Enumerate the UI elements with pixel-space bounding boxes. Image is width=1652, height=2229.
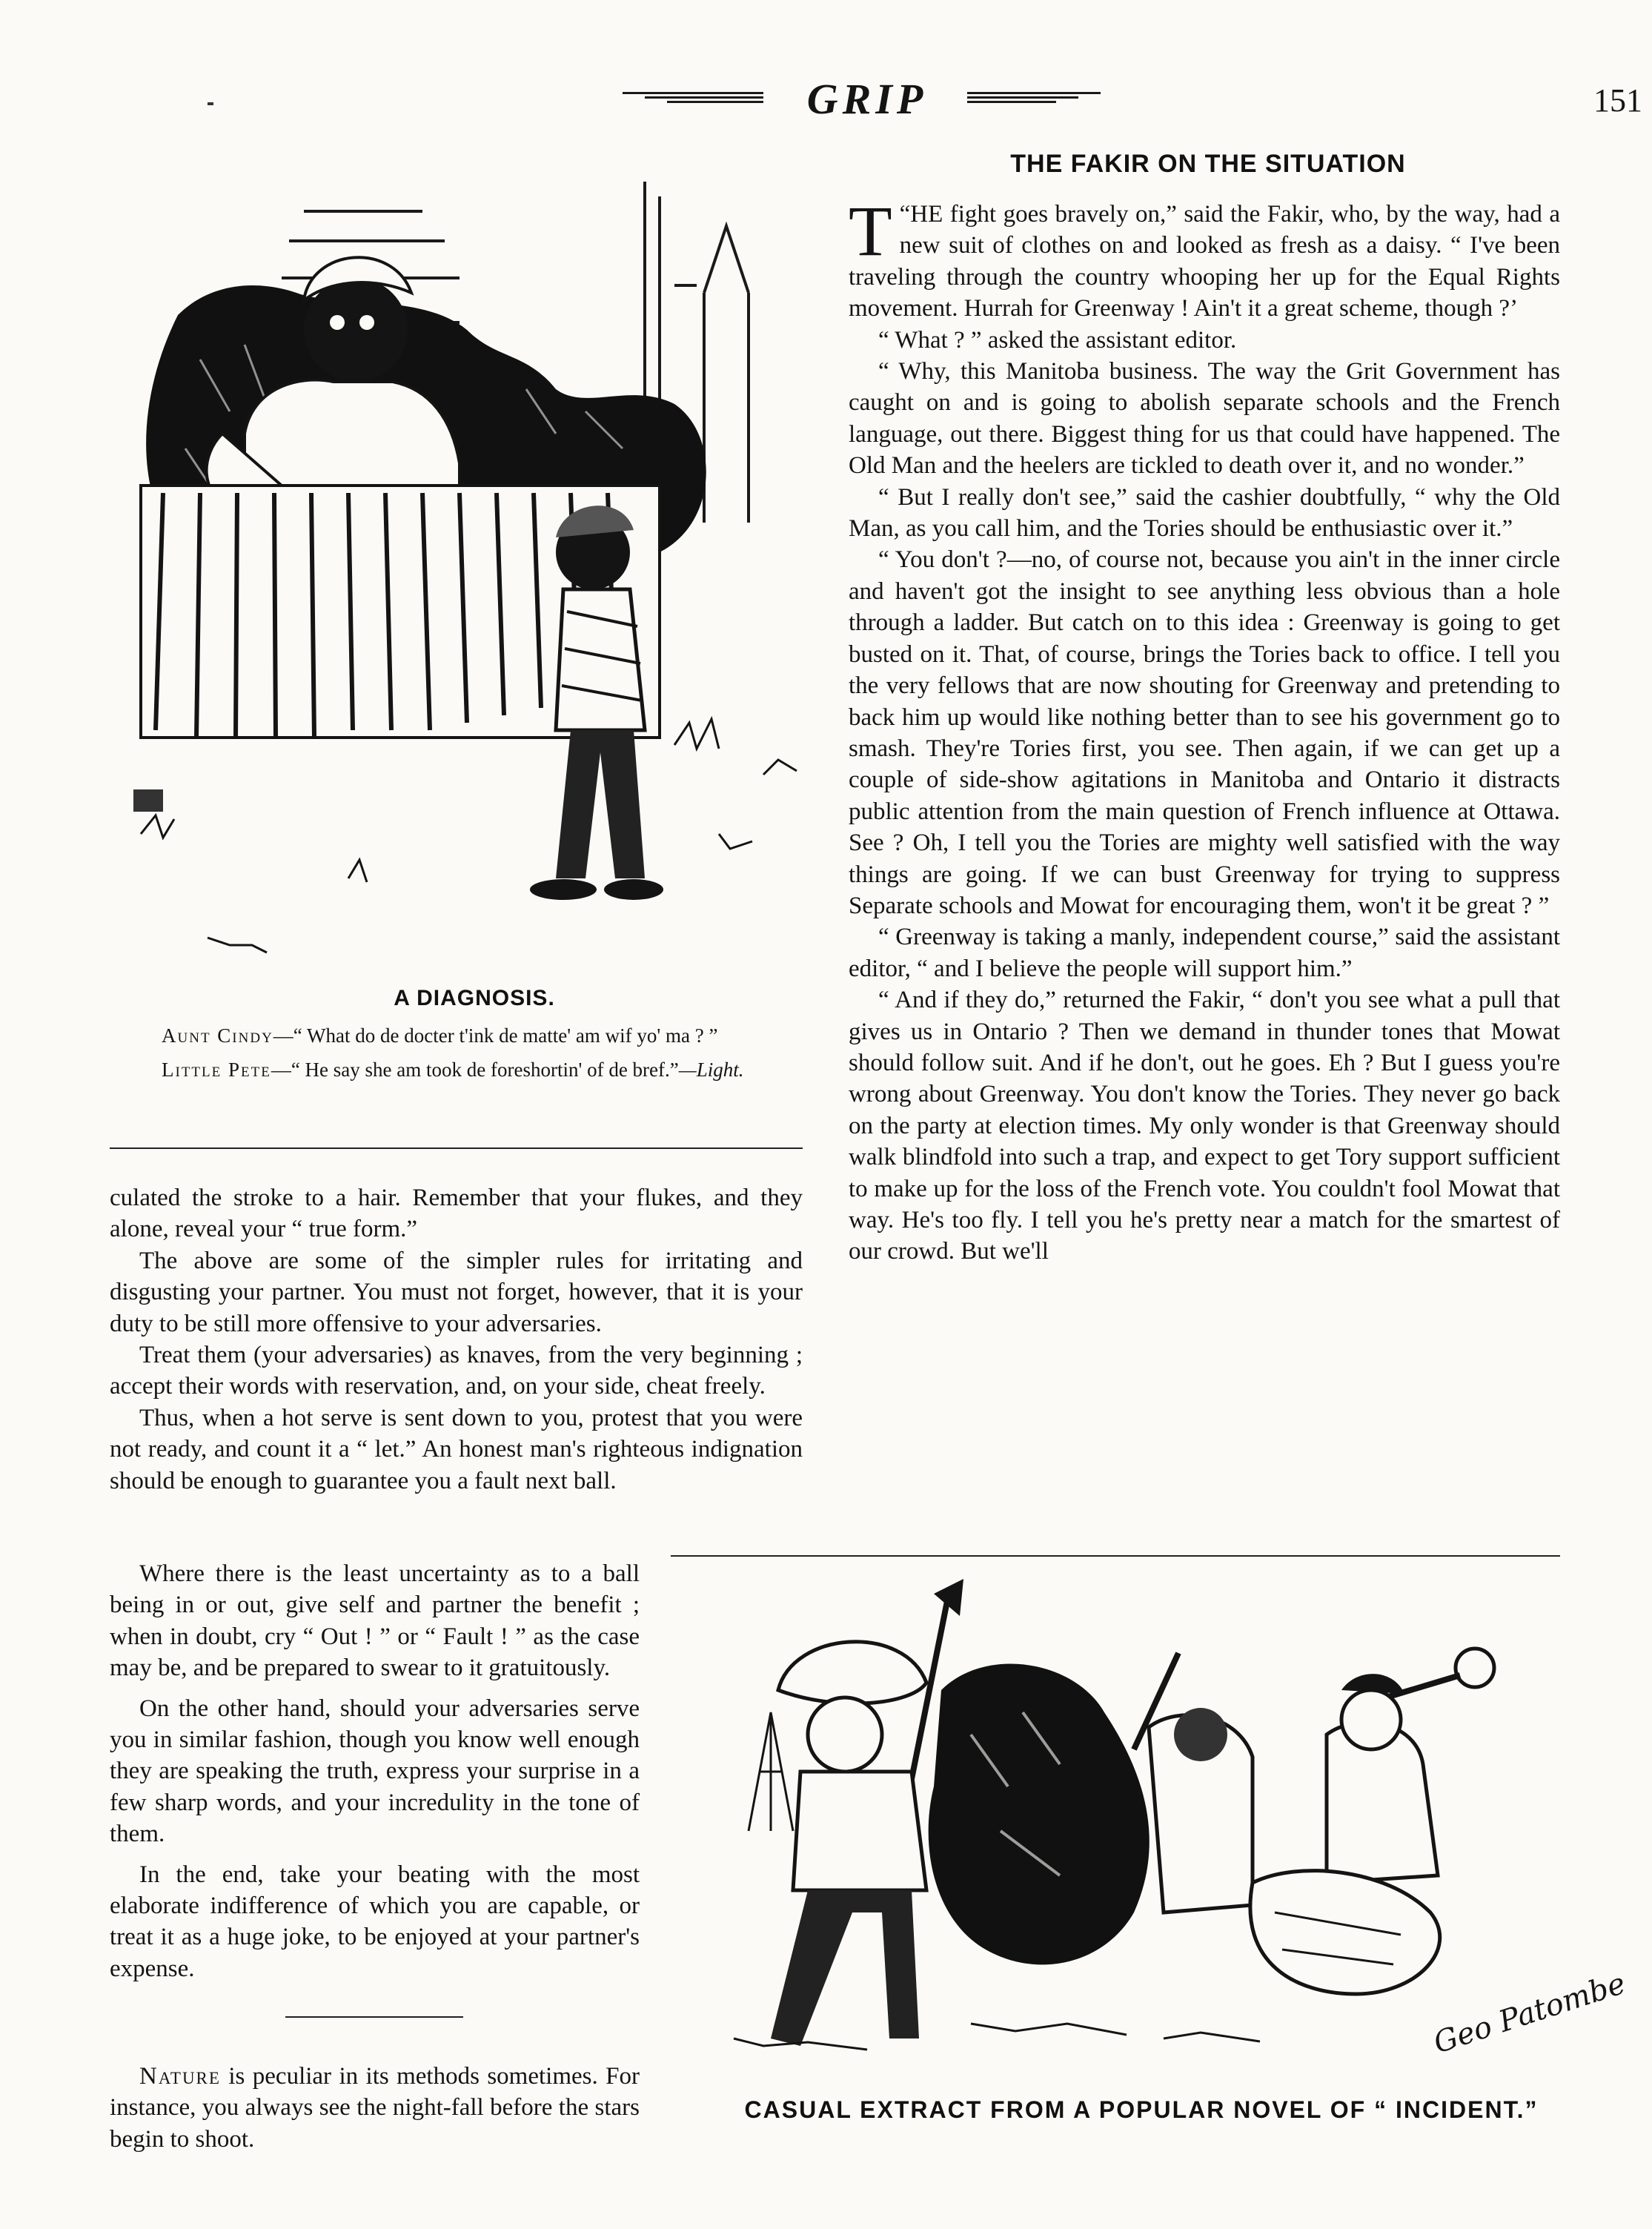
caption-text-little-pete: —“ He say she am took de foreshortin' of de bref.” xyxy=(271,1059,679,1081)
section-rule-left xyxy=(110,1147,803,1149)
caption-source: —Light. xyxy=(678,1059,744,1081)
cartoon-casual-extract-illustration xyxy=(689,1564,1630,2083)
tennis-paragraph: Where there is the least uncertainty as to a ball being in or out, give self and partner the benefit ; when in doubt, cry “ Out ! ” or “ Fault ! ” as the case may be, and be prepared to swear to it gratuitously. xyxy=(110,1560,640,1682)
article-paragraph: “ But I really don't see,” said the cashier doubtfully, “ why the Old Man, as you call him, and the Tories should be enthusiastic over it.” xyxy=(849,483,1560,543)
article-paragraph: “ T HE fight goes bravely on,” said the Fakir, who, by the way, had a new suit of clothes on and looked as fresh as a daisy. “ I've been traveling through the country whooping her up for the Equal Rights movement. Hurrah for Greenway ! Ain't it a great scheme, though ?’ xyxy=(849,191,1560,322)
masthead-rule-right xyxy=(967,92,1101,104)
cartoon-casual-extract-title: CASUAL EXTRACT FROM A POPULAR NOVEL OF “ INCIDENT.” xyxy=(744,2096,1539,2123)
speaker-aunt-cindy: Aunt Cindy xyxy=(162,1024,273,1047)
article-paragraph: “ What ? ” asked the assistant editor. xyxy=(878,326,1237,354)
tennis-article-bottom xyxy=(110,1558,640,1984)
nature-text: is peculiar in its methods sometimes. For instance, you always see the night-fall before the stars begin to shoot. xyxy=(110,2063,640,2153)
section-rule-right xyxy=(671,1555,1560,1557)
masthead-title: GRIP xyxy=(806,75,928,123)
page-number: 151 xyxy=(1593,82,1642,119)
cartoon-signature: Geo Patombe xyxy=(1429,1966,1630,2061)
tennis-paragraph: culated the stroke to a hair. Remember that your flukes, and they alone, reveal your “ true form.” xyxy=(110,1185,803,1243)
article-paragraph: “ Why, this Manitoba business. The way the Grit Government has caught on and is going to abolish separate schools and the French language, out there. Biggest thing for us that could have happened. The Old Man and the heelers are tickled to death over it, and no wonder.” xyxy=(849,358,1560,480)
tennis-paragraph: The above are some of the simpler rules for irritating and disgusting your partner. You must not forget, however, that it is your duty to be still more offensive to your adversaries. xyxy=(110,1247,803,1337)
masthead-rule-left xyxy=(623,92,763,104)
tennis-paragraph: On the other hand, should your adversaries serve you in similar fashion, though you know well enough they are speaking the truth, express your surprise in a few sharp words, and your incredulity in the tone of them. xyxy=(110,1695,640,1848)
article-paragraph: “ You don't ?—no, of course not, because you ain't in the inner circle and haven't got the insight to see anything less obvious than a hole through a ladder. But catch on to this idea : Greenway is going to get busted on it. That, of course, brings the Tories back to office. I tell you the very fellows that are now shouting for Greenway and pretending to back him up would like nothing better than to see his government go to smash. They're Tories first, you see. Then again, if we can get up a couple of side-show agitations in Manitoba and Ontario it distracts public attention from the main question of French influence at Ottawa. See ? Oh, I tell you the Tories are mighty well satisfied with the way things are going. If we can bust Greenway for trying to suppress Separate schools and Mowat for encouraging them, won't it be great ? ” xyxy=(849,546,1560,919)
article-dropcap: T xyxy=(849,191,892,271)
cartoon-diagnosis-illustration xyxy=(111,167,823,982)
article-body xyxy=(849,191,1560,1268)
article-paragraph: “ And if they do,” returned the Fakir, “ don't you see what a pull that gives us in Ontario ? Then we demand in thunder tones that Mowat should follow suit. And if he don't, out he goes. Eh ? But I guess you're wrong about Greenway. You don't know the Tories. They never go back on the party at election times. My only wonder is that Greenway should walk blindfold into such a trap, and expect to get Tory support sufficient to make up for the loss of the French vote. You couldn't fool Mowat that way. He's too fly. I tell you he's pretty near a match for the smartest of our crowd. But we'll xyxy=(849,987,1560,1265)
speaker-little-pete: Little Pete xyxy=(162,1059,271,1081)
tennis-article-top xyxy=(110,1182,803,1497)
caption-line-little-pete xyxy=(132,1057,817,1082)
section-rule-short xyxy=(285,2016,463,2018)
tennis-paragraph: In the end, take your beating with the most elaborate indifference of which you are capable, or treat it as a huge joke, to be enjoyed at your partner's expense. xyxy=(110,1861,640,1982)
article-title: THE FAKIR ON THE SITUATION xyxy=(1010,150,1406,178)
article-paragraph: “ Greenway is taking a manly, independent course,” said the assistant editor, “ and I believe the people will support him.” xyxy=(849,924,1560,982)
masthead-dot xyxy=(208,102,213,105)
nature-lead: Nature xyxy=(139,2063,221,2090)
tennis-paragraph: Treat them (your adversaries) as knaves, from the very beginning ; accept their words with reservation, and, on your side, cheat freely. xyxy=(110,1342,803,1400)
cartoon-diagnosis-caption xyxy=(132,1023,817,1091)
caption-line-aunt-cindy xyxy=(132,1023,817,1048)
tennis-paragraph: Thus, when a hot serve is sent down to you, protest that you were not ready, and count it a “ let.” An honest man's righteous indignation should be enough to guarantee you a fault next ball. xyxy=(110,1404,803,1494)
cartoon-diagnosis-title: A DIAGNOSIS. xyxy=(394,986,555,1010)
caption-text-aunt-cindy: —“ What do de docter t'ink de matte' am wif yo' ma ? ” xyxy=(273,1024,718,1047)
nature-paragraph xyxy=(110,2061,640,2155)
